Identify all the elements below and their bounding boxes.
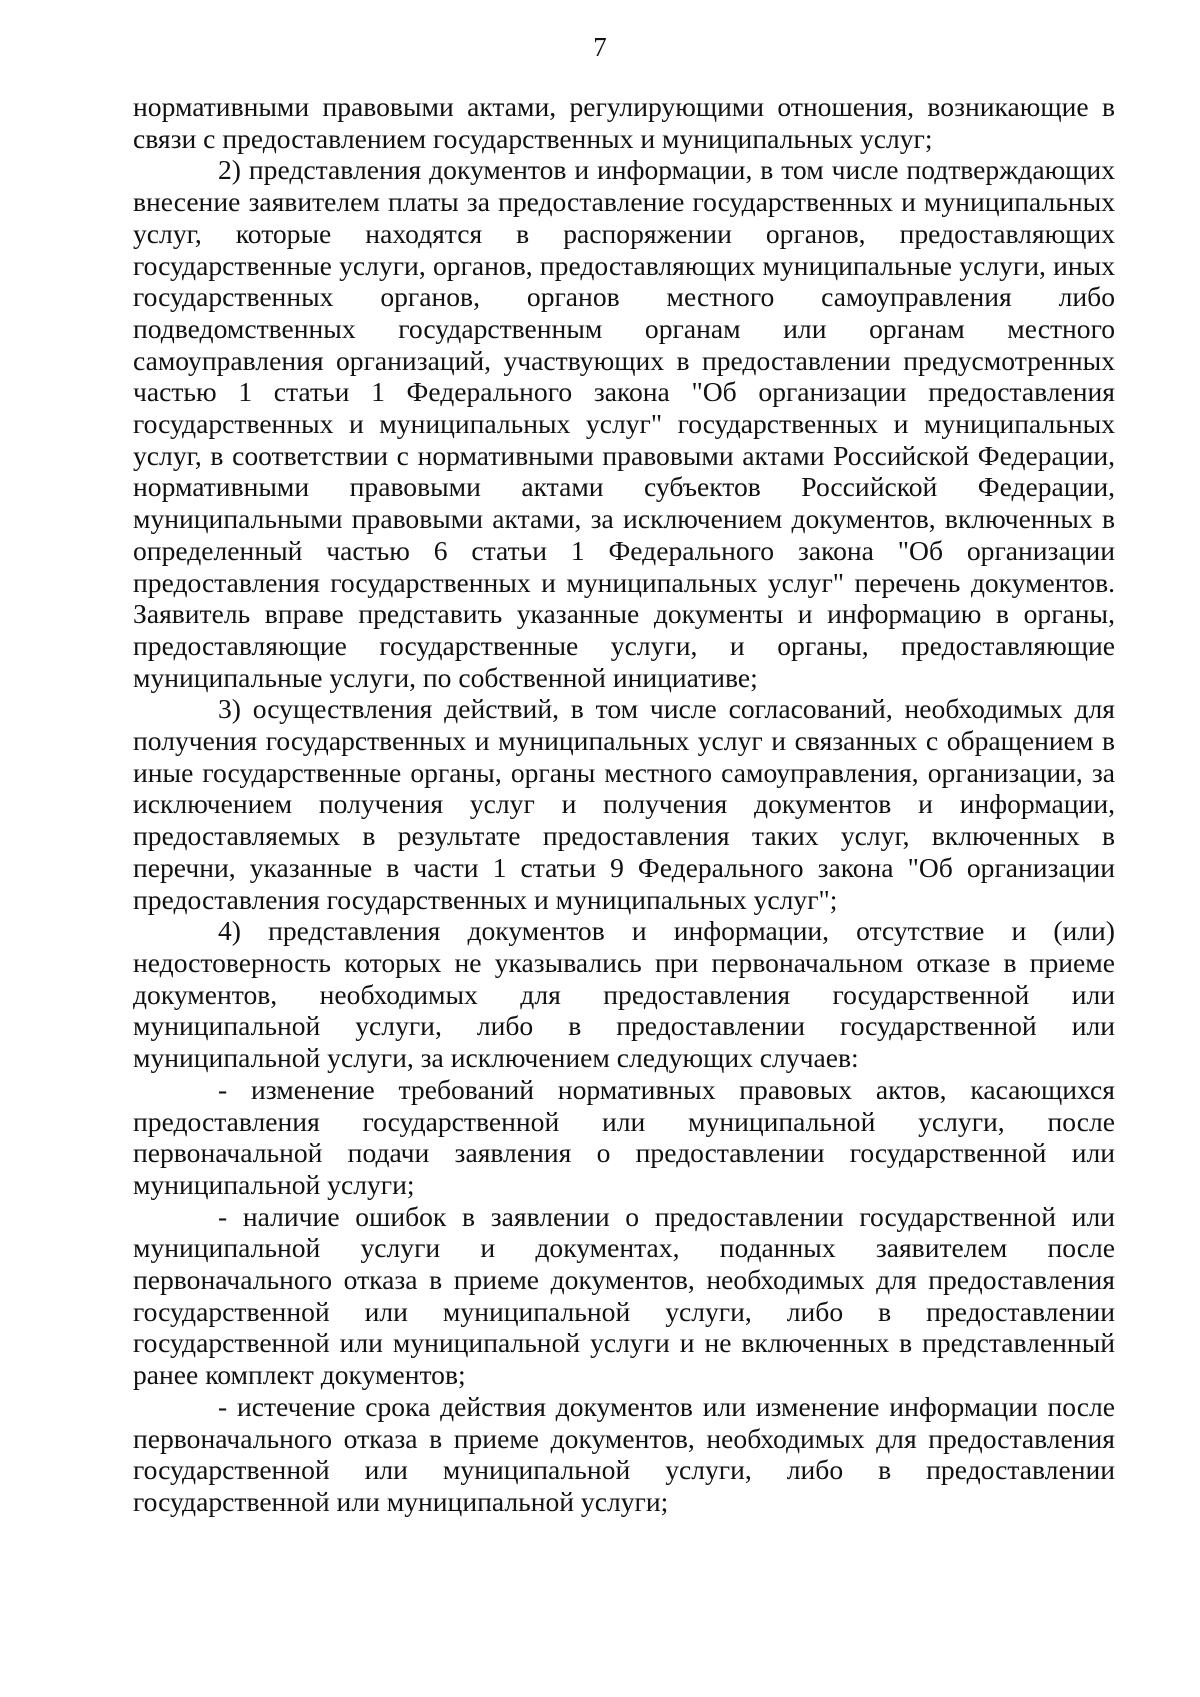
paragraph-item-3: 3) осуществления действий, в том числе согласований, необходимых для получения государственных и муниципальных услуг и связанных с обращением в иные государственные органы, органы местного самоуправления, организации, за исключением получения услуг и получения документов и информации, предоставляемых в результате предоставления таких услуг, включенных в перечни, указанные в части 1 статьи 9 Федерального закона "Об организации предоставления государственных и муниципальных услуг"; xyxy=(133,693,1115,915)
page-number: 7 xyxy=(593,32,607,62)
document-body xyxy=(133,91,1115,1518)
exception-case-1: - изменение требований нормативных правовых актов, касающихся предоставления государственной или муниципальной услуги, после первоначальной подачи заявления о предоставлении государственной или муниципальной услуги; xyxy=(133,1073,1115,1200)
exception-case-3: - истечение срока действия документов или изменение информации после первоначального отказа в приеме документов, необходимых для предоставления государственной или муниципальной услуги, либо в предоставлении государственной или муниципальной услуги; xyxy=(133,1390,1115,1517)
paragraph-continuation: нормативными правовыми актами, регулирующими отношения, возникающие в связи с предоставлением государственных и муниципальных услуг; xyxy=(133,91,1115,154)
exception-case-2: - наличие ошибок в заявлении о предоставлении государственной или муниципальной услуги и документах, поданных заявителем после первоначального отказа в приеме документов, необходимых для предоставления государственной или муниципальной услуги, либо в предоставлении государственной или муниципальной услуги и не включенных в представленный ранее комплект документов; xyxy=(133,1200,1115,1391)
paragraph-item-4: 4) представления документов и информации, отсутствие и (или) недостоверность которых не указывались при первоначальном отказе в приеме документов, необходимых для предоставления государственной или муниципальной услуги, либо в предоставлении государственной или муниципальной услуги, за исключением следующих случаев: xyxy=(133,915,1115,1074)
paragraph-item-2: 2) представления документов и информации, в том числе подтверждающих внесение заявителем платы за предоставление государственных и муниципальных услуг, которые находятся в распоряжении органов, предоставляющих государственные услуги, органов, предоставляющих муниципальные услуги, иных государственных органов, органов местного самоуправления либо подведомственных государственным органам или органам местного самоуправления организаций, участвующих в предоставлении предусмотренных частью 1 статьи 1 Федерального закона "Об организации предоставления государственных и муниципальных услуг" государственных и муниципальных услуг, в соответствии с нормативными правовыми актами Российской Федерации, нормативными правовыми актами субъектов Российской Федерации, муниципальными правовыми актами, за исключением документов, включенных в определенный частью 6 статьи 1 Федерального закона "Об организации предоставления государственных и муниципальных услуг" перечень документов. Заявитель вправе представить указанные документы и информацию в органы, предоставляющие государственные услуги, и органы, предоставляющие муниципальные услуги, по собственной инициативе; xyxy=(133,154,1115,693)
